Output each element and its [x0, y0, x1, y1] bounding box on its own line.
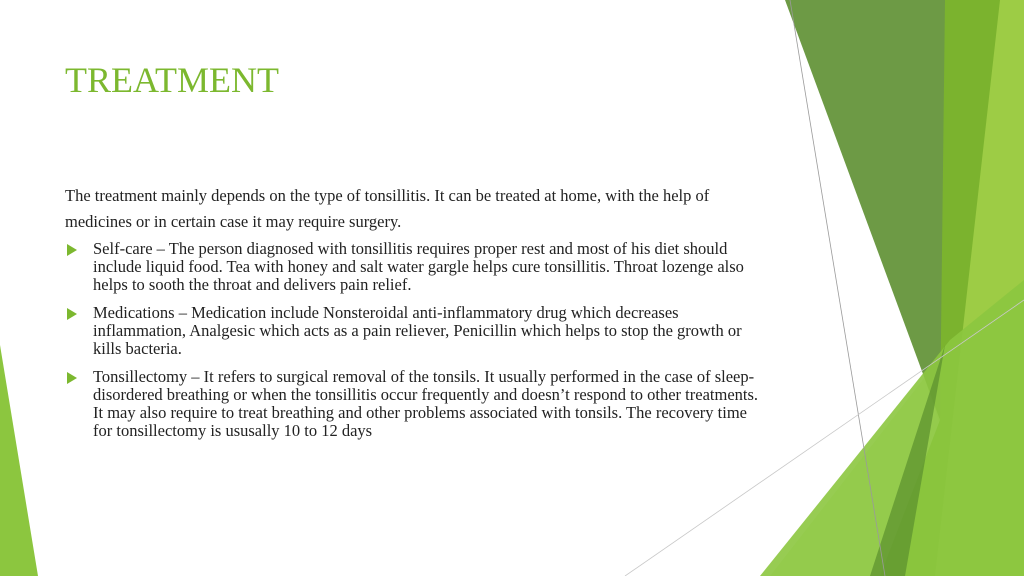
bullet-medications	[65, 304, 765, 358]
slide-title: TREATMENT	[65, 60, 279, 100]
triangle-bullet-icon	[67, 244, 77, 256]
left-green-accent	[0, 345, 38, 576]
slide-body	[65, 183, 765, 450]
bullet-tonsillectomy	[65, 368, 765, 440]
bullet-text: Self-care – The person diagnosed with tonsillitis requires proper rest and most of his diet should include liquid food. Tea with honey and salt water gargle helps cure tonsillitis. Throat lozenge also helps to sooth the throat and delivers pain relief.	[93, 239, 744, 294]
bullet-text: Tonsillectomy – It refers to surgical removal of the tonsils. It usually performed in the case of sleep-disordered breathing or when the tonsillitis occur frequently and doesn’t respond to other treatments. It may also require to treat breathing and other problems associated with tonsils. The recovery time for tonsillectomy is ususally 10 to 12 days	[93, 367, 759, 440]
triangle-bullet-icon	[67, 308, 77, 320]
bullet-list	[65, 240, 765, 440]
intro-paragraph: The treatment mainly depends on the type of tonsillitis. It can be treated at home, with the help of medicines or in certain case it may require surgery.	[65, 186, 710, 231]
bullet-self-care	[65, 240, 765, 294]
triangle-bullet-icon	[67, 372, 77, 384]
bullet-text: Medications – Medication include Nonsteroidal anti-inflammatory drug which decreases inflammation, Analgesic which acts as a pain reliever, Penicillin which helps to stop the growth or kills bacteria.	[93, 303, 742, 358]
